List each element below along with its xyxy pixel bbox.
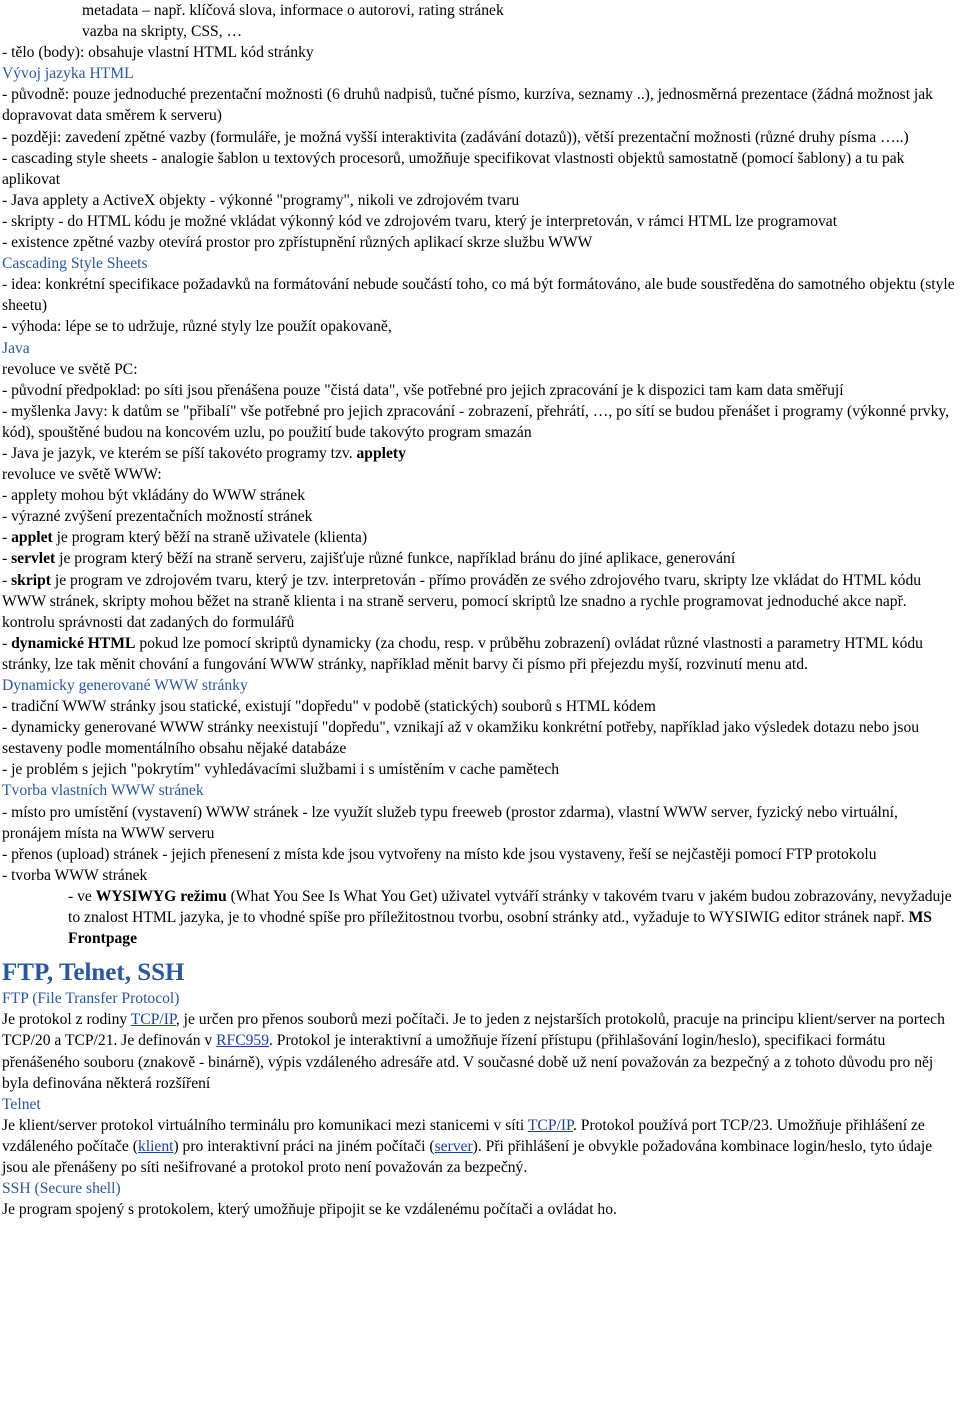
definition-item: - servlet je program který běží na straně serveru, zajišťuje různé funkce, například bránu do jiné aplikace, generování [2,550,736,568]
tcpip-link[interactable]: TCP/IP [130,1011,176,1029]
section-title: FTP, Telnet, SSH [2,959,185,987]
text-line: - tělo (body): obsahuje vlastní HTML kód stránky [2,44,314,62]
definition-term: skript [11,571,51,589]
text-line: - později: zavedení zpětné vazby (formuláře, je možná vyšší interaktivita (zadávání dotazů)), větší prezentační možnosti (různé druhy písma …..) [2,128,909,146]
www-revolution [2,464,958,527]
dynamic-pages-heading: Dynamicky generované WWW stránky [2,677,248,694]
text-line: - skripty - do HTML kódu je možné vkládat výkonný kód ve zdrojovém tvaru, který je interpretován, v rámci HTML lze programovat [2,212,838,230]
ssh-paragraph: Je program spojený s protokolem, který umožňuje připojit se ke vzdálenému počítači a ovládat ho. [2,1201,617,1219]
section-heading: Java [2,339,30,357]
definition-term: applet [11,529,53,547]
ssh-heading: SSH (Secure shell) [2,1180,121,1198]
own-pages-text [2,802,958,886]
dynamic-pages-text [2,696,958,780]
text-line: - myšlenka Javy: k datům se "přibalí" vše potřebné pro jejich zpracování - zobrazení, přehrátí, …, po sítí se budou přenášet i programy (výkonné prvky, kód), spouštěné budou na koncovém uzlu, po použití bude takovýto program smazán [2,402,950,441]
telnet-paragraph: Je klient/server protokol virtuálního terminálu pro komunikaci mezi stanicemi v síti TCP/IP. Protokol používá port TCP/23. Umožňuje přihlášení ze vzdáleného počítače (klient) pro interaktivní práci na jiném počítači (server). Při přihlášení je obvykle požadována kombinace login/heslo, tyto údaje jsou ale přenášeny po síti nešifrované a protokol proto není považován za bezpečný. [2,1116,933,1176]
text-line: - výrazné zvýšení prezentačních možností stránek [2,508,313,526]
text-line: - tvorba WWW stránek [2,866,148,884]
text-line: - applety mohou být vkládány do WWW stránek [2,487,305,505]
text-line: - původně: pouze jednoduché prezentační možnosti (6 druhů nadpisů, tučné písmo, kurzíva, seznamy ..), jednosměrná prezentace (žádná možnost jak dopravovat data směrem k serveru) [2,86,933,125]
rfc959-link[interactable]: RFC959 [216,1032,269,1050]
text-line: - idea: konkrétní specifikace požadavků na formátování nebude součástí toho, co má být formátováno, ale bude soustředěna do samotného objektu (style sheetu) [2,276,955,315]
definition-term: dynamické HTML [11,634,136,652]
definition-item: - applet je program který běží na straně uživatele (klienta) [2,529,368,547]
text-line: - výhoda: lépe se to udržuje, různé styly lze použít opakovaně, [2,318,392,336]
ftp-heading: FTP (File Transfer Protocol) [2,990,180,1008]
text-line: - místo pro umístění (vystavení) WWW stránek - lze využít služeb typu freeweb (prostor zdarma), vlastní WWW server, fyzický nebo virtuální, pronájem místa na WWW serveru [2,803,898,842]
text-line: - původní předpoklad: po síti jsou přenášena pouze "čistá data", vše potřebné pro jejich zpracování je k dispozici tam kam data směřují [2,381,844,399]
text-line: - cascading style sheets - analogie šablon u textových procesorů, umožňuje specifikovat vlastnosti objektů samostatně (pomocí šablony) a tu pak aplikovat [2,149,905,188]
definitions-list [2,527,958,675]
server-link[interactable]: server [434,1137,473,1155]
definition-item: - dynamické HTML pokud lze pomocí skriptů dynamicky (za chodu, resp. v průběhu zobrazení) ovládat různé vlastnosti a parametry HTML kódu stránky, lze tak měnit chování a fungování WWW stránky, například měnit barvy či písmo při přejezdu myší, rozvinutí menu atd. [2,634,923,673]
telnet-heading: Telnet [2,1095,41,1113]
text-line: - je problém s jejich "pokrytím" vyhledávacími službami i s umístěním v cache pamětech [2,761,560,779]
applety-term: applety [356,444,406,462]
html-section [2,0,958,443]
text-line: revoluce ve světě WWW: [2,466,162,484]
section-heading: Cascading Style Sheets [2,255,148,273]
own-pages-heading: Tvorba vlastních WWW stránek [2,782,204,800]
definition-term: servlet [11,550,56,568]
tcpip-link[interactable]: TCP/IP [527,1116,573,1134]
section-heading: Vývoj jazyka HTML [2,65,134,83]
definition-item: - skript je program ve zdrojovém tvaru, který je tzv. interpretován - přímo prováděn ze svého zdrojového tvaru, skripty lze vkládat do HTML kódu WWW stránek, skripty mohou běžet na straně klienta i na straně serveru, pomocí skriptů lze snadno a rychle programovat jednoduché akce např. kontrolu správnosti dat zadaných do formulářů [2,571,922,631]
wysiwyg-paragraph: - ve WYSIWYG režimu (What You See Is What You Get) uživatel vytváří stránky v takovém tvaru v jakém budou zobrazovány, nevyžaduje to znalost HTML jazyka, je to vhodné spíše pro příležitostnou tvorbu, osobní stránky atd., vyžaduje to WYSIWIG editor stránek např. MS Frontpage [68,887,952,948]
text-line: - existence zpětné vazby otevírá prostor pro zpřístupnění různých aplikací skrze službu WWW [2,234,593,252]
java-language-line: - Java je jazyk, ve kterém se píší takovéto programy tzv. applety [2,444,406,462]
ftp-paragraph: Je protokol z rodiny TCP/IP, je určen pro přenos souborů mezi počítači. Je to jeden z nejstarších protokolů, pracuje na principu klient/server na portech TCP/20 a TCP/21. Je definován v RFC959. Protokol je interaktivní a umožňuje řízení přístupu (přihlašování login/heslo), specifikaci formátu přenášeného souboru (znakově - binárně), výpis vzdáleného adresáře atd. V současné době už není považován za bezpečný a z tohoto důvodu pro něj byla definována některá rozšíření [2,1011,945,1092]
text-line: - dynamicky generované WWW stránky neexistují "dopředu", vznikají až v okamžiku konkrétní potřeby, například jako výsledek dotazu nebo jsou sestaveny podle momentálního obsahu nějaké databáze [2,719,920,758]
text-line: revoluce ve světě PC: [2,360,138,378]
klient-link[interactable]: klient [137,1137,174,1155]
text-line: - přenos (upload) stránek - jejich přenesení z místa kde jsou vytvořeny na místo kde jsou vystaveny, řeší se nejčastěji pomocí FTP protokolu [2,845,877,863]
text-line: - Java applety a ActiveX objekty - výkonné "programy", nikoli ve zdrojovém tvaru [2,191,520,209]
text-line: vazba na skripty, CSS, … [82,23,243,41]
text-line: metadata – např. klíčová slova, informace o autorovi, rating stránek [82,2,504,19]
text-line: - tradiční WWW stránky jsou statické, existují "dopředu" v podobě (statických) souborů s HTML kódem [2,698,656,716]
